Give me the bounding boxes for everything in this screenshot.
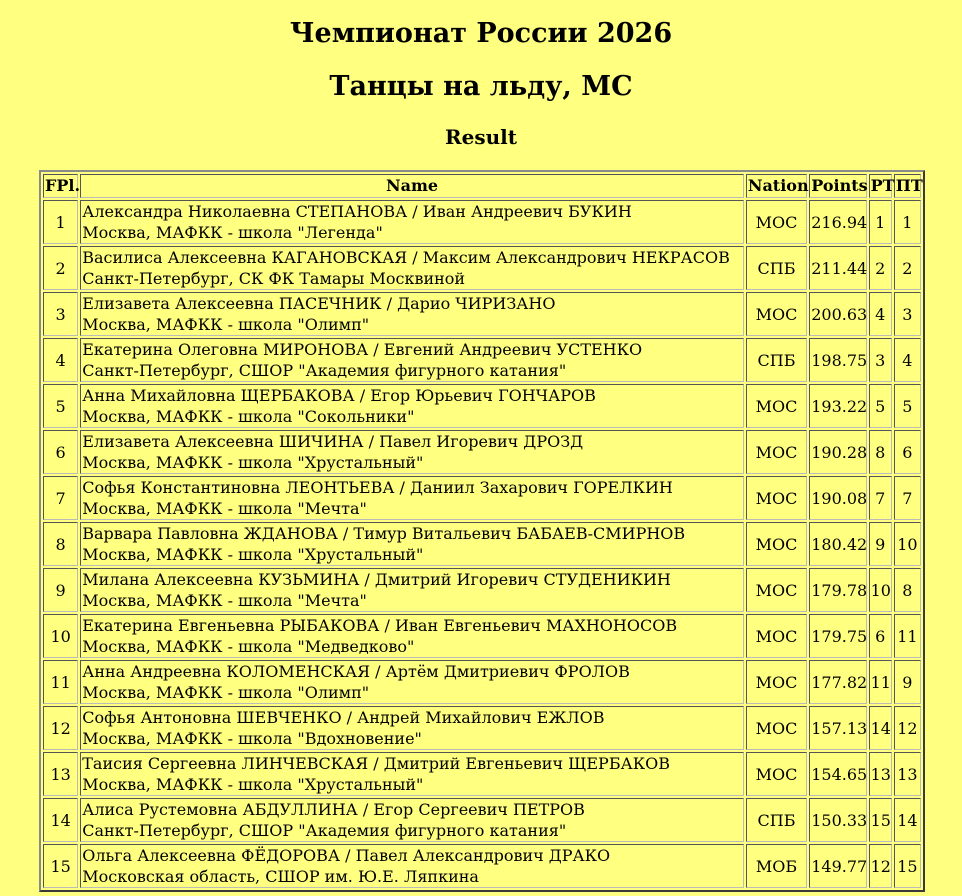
- team-names: Елизавета Алексеевна ПАСЕЧНИК / Дарио ЧИРИЗАНО: [82, 294, 556, 313]
- name-cell: [80, 384, 744, 428]
- place-cell: 11: [43, 660, 78, 704]
- place-cell: 3: [43, 292, 78, 336]
- nation-cell: МОС: [746, 522, 807, 566]
- team-names: Ольга Алексеевна ФЁДОРОВА / Павел Александрович ДРАКО: [82, 846, 611, 865]
- nation-cell: МОС: [746, 706, 807, 750]
- event-subtitle: Танцы на льду, МС: [329, 71, 633, 102]
- column-header-points: Points: [809, 174, 866, 198]
- nation-cell: МОС: [746, 292, 807, 336]
- table-header-row: [43, 174, 921, 198]
- points-cell: 211.44: [809, 246, 866, 290]
- rt-cell: 13: [869, 752, 892, 796]
- points-cell: 193.22: [809, 384, 866, 428]
- club-name: Санкт-Петербург, СК ФК Тамары Москвиной: [82, 269, 466, 288]
- points-cell: 157.13: [809, 706, 866, 750]
- points-cell: 150.33: [809, 798, 866, 842]
- table-row: [43, 384, 921, 428]
- name-cell: [80, 706, 744, 750]
- table-row: [43, 660, 921, 704]
- points-cell: 177.82: [809, 660, 866, 704]
- rt-cell: 14: [869, 706, 892, 750]
- club-name: Санкт-Петербург, СШОР "Академия фигурного катания": [82, 821, 567, 840]
- column-header-pt: ПТ: [894, 174, 921, 198]
- table-row: [43, 292, 921, 336]
- name-cell: [80, 614, 744, 658]
- pt-cell: 9: [894, 660, 921, 704]
- pt-cell: 14: [894, 798, 921, 842]
- points-cell: 190.28: [809, 430, 866, 474]
- table-row: [43, 568, 921, 612]
- pt-cell: 8: [894, 568, 921, 612]
- club-name: Москва, МАФКК - школа "Вдохновение": [82, 729, 422, 748]
- team-names: Екатерина Евгеньевна РЫБАКОВА / Иван Евгеньевич МАХНОНОСОВ: [82, 616, 678, 635]
- place-cell: 14: [43, 798, 78, 842]
- team-names: Анна Андреевна КОЛОМЕНСКАЯ / Артём Дмитриевич ФРОЛОВ: [82, 662, 630, 681]
- team-names: Таисия Сергеевна ЛИНЧЕВСКАЯ / Дмитрий Евгеньевич ЩЕРБАКОВ: [82, 754, 670, 773]
- place-cell: 10: [43, 614, 78, 658]
- team-names: Милана Алексеевна КУЗЬМИНА / Дмитрий Игоревич СТУДЕНИКИН: [82, 570, 671, 589]
- team-names: Софья Антоновна ШЕВЧЕНКО / Андрей Михайлович ЕЖЛОВ: [82, 708, 605, 727]
- pt-cell: 12: [894, 706, 921, 750]
- points-cell: 190.08: [809, 476, 866, 520]
- name-cell: [80, 200, 744, 244]
- table-row: [43, 200, 921, 244]
- rt-cell: 6: [869, 614, 892, 658]
- nation-cell: МОС: [746, 430, 807, 474]
- place-cell: 1: [43, 200, 78, 244]
- rt-cell: 11: [869, 660, 892, 704]
- rt-cell: 3: [869, 338, 892, 382]
- name-cell: [80, 522, 744, 566]
- name-cell: [80, 430, 744, 474]
- rt-cell: 5: [869, 384, 892, 428]
- column-header-fpl: FPl.: [43, 174, 78, 198]
- place-cell: 4: [43, 338, 78, 382]
- rt-cell: 10: [869, 568, 892, 612]
- table-row: [43, 246, 921, 290]
- table-row: [43, 476, 921, 520]
- name-cell: [80, 660, 744, 704]
- nation-cell: МОС: [746, 200, 807, 244]
- name-cell: [80, 798, 744, 842]
- name-cell: [80, 476, 744, 520]
- pt-cell: 11: [894, 614, 921, 658]
- table-row: [43, 798, 921, 842]
- rt-cell: 8: [869, 430, 892, 474]
- pt-cell: 13: [894, 752, 921, 796]
- points-cell: 216.94: [809, 200, 866, 244]
- table-row: [43, 614, 921, 658]
- points-cell: 179.78: [809, 568, 866, 612]
- name-cell: [80, 292, 744, 336]
- points-cell: 180.42: [809, 522, 866, 566]
- team-names: Алиса Рустемовна АБДУЛЛИНА / Егор Сергеевич ПЕТРОВ: [82, 800, 585, 819]
- rt-cell: 7: [869, 476, 892, 520]
- name-cell: [80, 752, 744, 796]
- nation-cell: СПБ: [746, 798, 807, 842]
- pt-cell: 2: [894, 246, 921, 290]
- pt-cell: 10: [894, 522, 921, 566]
- name-cell: [80, 246, 744, 290]
- section-heading: Result: [445, 125, 517, 149]
- rt-cell: 12: [869, 844, 892, 888]
- table-row: [43, 430, 921, 474]
- nation-cell: МОС: [746, 660, 807, 704]
- club-name: Санкт-Петербург, СШОР "Академия фигурного катания": [82, 361, 567, 380]
- nation-cell: МОС: [746, 384, 807, 428]
- team-names: Софья Константиновна ЛЕОНТЬЕВА / Даниил Захарович ГОРЕЛКИН: [82, 478, 673, 497]
- place-cell: 2: [43, 246, 78, 290]
- pt-cell: 1: [894, 200, 921, 244]
- name-cell: [80, 568, 744, 612]
- rt-cell: 2: [869, 246, 892, 290]
- page-title: Чемпионат России 2026: [289, 18, 673, 49]
- club-name: Москва, МАФКК - школа "Сокольники": [82, 407, 415, 426]
- pt-cell: 7: [894, 476, 921, 520]
- nation-cell: МОС: [746, 614, 807, 658]
- pt-cell: 6: [894, 430, 921, 474]
- place-cell: 7: [43, 476, 78, 520]
- place-cell: 8: [43, 522, 78, 566]
- club-name: Москва, МАФКК - школа "Медведково": [82, 637, 415, 656]
- points-cell: 198.75: [809, 338, 866, 382]
- table-row: [43, 338, 921, 382]
- club-name: Москва, МАФКК - школа "Мечта": [82, 499, 367, 518]
- rt-cell: 1: [869, 200, 892, 244]
- team-names: Василиса Алексеевна КАГАНОВСКАЯ / Максим Александрович НЕКРАСОВ: [82, 248, 730, 267]
- club-name: Москва, МАФКК - школа "Хрустальный": [82, 453, 424, 472]
- name-cell: [80, 844, 744, 888]
- nation-cell: МОС: [746, 752, 807, 796]
- column-header-nation: Nation: [746, 174, 807, 198]
- column-header-rt: PT: [869, 174, 892, 198]
- name-cell: [80, 338, 744, 382]
- team-names: Анна Михайловна ЩЕРБАКОВА / Егор Юрьевич ГОНЧАРОВ: [82, 386, 596, 405]
- nation-cell: СПБ: [746, 246, 807, 290]
- results-table: [39, 170, 925, 892]
- place-cell: 12: [43, 706, 78, 750]
- table-row: [43, 752, 921, 796]
- place-cell: 13: [43, 752, 78, 796]
- points-cell: 200.63: [809, 292, 866, 336]
- table-row: [43, 706, 921, 750]
- nation-cell: СПБ: [746, 338, 807, 382]
- points-cell: 149.77: [809, 844, 866, 888]
- club-name: Москва, МАФКК - школа "Мечта": [82, 591, 367, 610]
- nation-cell: МОС: [746, 568, 807, 612]
- column-header-name: Name: [80, 174, 744, 198]
- place-cell: 6: [43, 430, 78, 474]
- place-cell: 5: [43, 384, 78, 428]
- points-cell: 154.65: [809, 752, 866, 796]
- nation-cell: МОС: [746, 476, 807, 520]
- rt-cell: 15: [869, 798, 892, 842]
- table-row: [43, 522, 921, 566]
- table-row: [43, 844, 921, 888]
- club-name: Москва, МАФКК - школа "Хрустальный": [82, 775, 424, 794]
- club-name: Москва, МАФКК - школа "Хрустальный": [82, 545, 424, 564]
- place-cell: 15: [43, 844, 78, 888]
- team-names: Варвара Павловна ЖДАНОВА / Тимур Витальевич БАБАЕВ-СМИРНОВ: [82, 524, 686, 543]
- pt-cell: 4: [894, 338, 921, 382]
- club-name: Москва, МАФКК - школа "Олимп": [82, 315, 370, 334]
- rt-cell: 4: [869, 292, 892, 336]
- nation-cell: МОБ: [746, 844, 807, 888]
- club-name: Москва, МАФКК - школа "Легенда": [82, 223, 383, 242]
- club-name: Москва, МАФКК - школа "Олимп": [82, 683, 370, 702]
- team-names: Екатерина Олеговна МИРОНОВА / Евгений Андреевич УСТЕНКО: [82, 340, 643, 359]
- team-names: Александра Николаевна СТЕПАНОВА / Иван Андреевич БУКИН: [82, 202, 632, 221]
- team-names: Елизавета Алексеевна ШИЧИНА / Павел Игоревич ДРОЗД: [82, 432, 584, 451]
- points-cell: 179.75: [809, 614, 866, 658]
- place-cell: 9: [43, 568, 78, 612]
- pt-cell: 5: [894, 384, 921, 428]
- pt-cell: 15: [894, 844, 921, 888]
- pt-cell: 3: [894, 292, 921, 336]
- rt-cell: 9: [869, 522, 892, 566]
- club-name: Московская область, СШОР им. Ю.Е. Ляпкина: [82, 867, 479, 886]
